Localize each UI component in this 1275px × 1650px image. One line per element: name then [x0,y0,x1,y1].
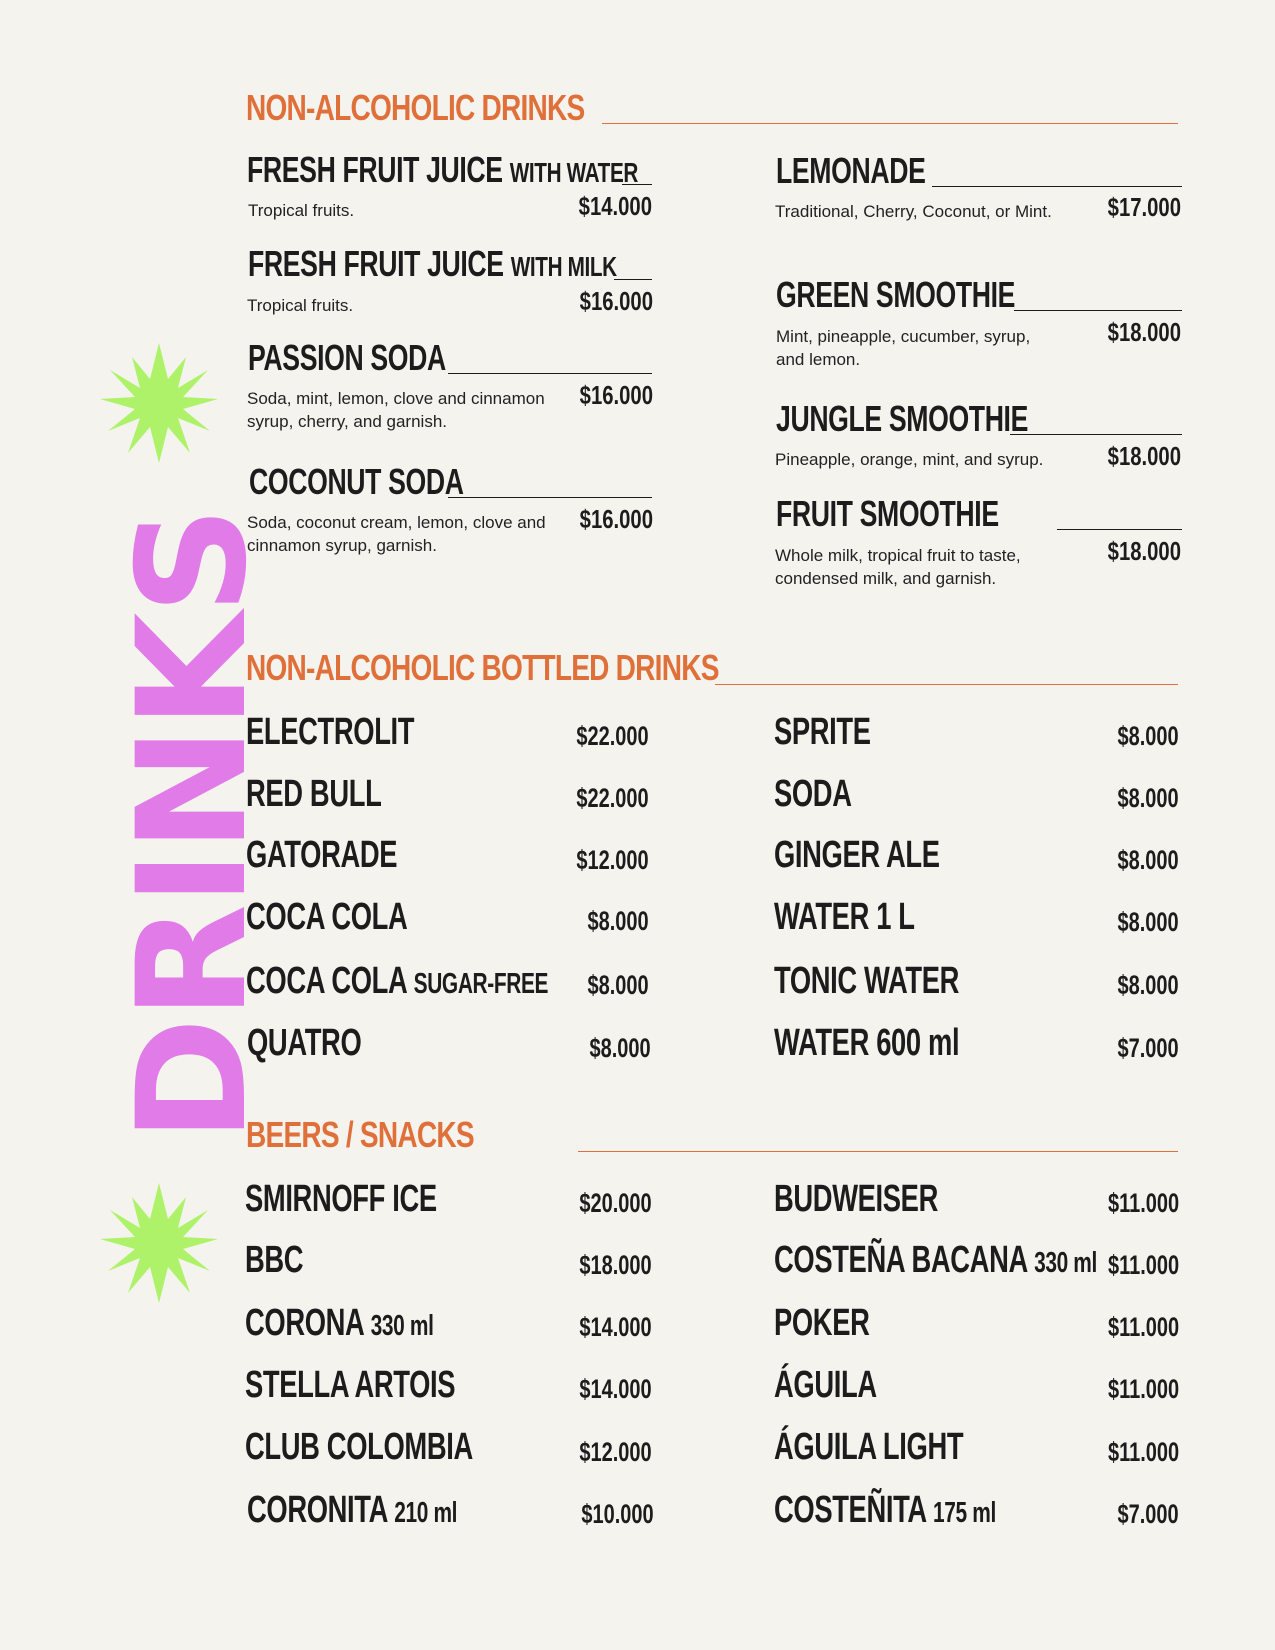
item-price: $8.000 [1117,721,1179,751]
item-name: GREEN SMOOTHIE [776,274,1016,315]
section-title-bottled: NON-ALCOHOLIC BOTTLED DRINKS [246,647,719,688]
item-name: ELECTROLIT [246,711,415,753]
item-price: $11.000 [1107,1312,1179,1342]
item-name: CLUB COLOMBIA [245,1426,473,1468]
leader-line [622,184,652,185]
section-rule [578,1151,1178,1152]
item-description: Mint, pineapple, cucumber, syrup, and lemon. [776,327,1031,369]
item-name: GINGER ALE [774,834,940,876]
item-price: $8.000 [587,906,649,936]
item-description: Whole milk, tropical fruit to taste, condensed milk, and garnish. [775,546,1021,588]
item-price: $8.000 [587,970,649,1000]
item-price: $8.000 [1117,845,1179,875]
leader-line [448,497,652,498]
section-title-non-alcoholic: NON-ALCOHOLIC DRINKS [246,87,585,128]
section-rule [602,123,1178,124]
item-description: Soda, mint, lemon, clove and cinnamon syrup, cherry, and garnish. [247,389,545,431]
leader-line [1014,310,1182,311]
item-name: SPRITE [774,711,871,753]
starburst-icon [98,1182,220,1304]
item-name: COCONUT SODA [249,461,464,502]
item-name: LEMONADE [776,150,926,191]
item-description: Soda, coconut cream, lemon, clove and cinnamon syrup, garnish. [247,513,546,555]
leader-line [1057,529,1182,530]
item-description: Tropical fruits. [247,296,354,315]
leader-line [448,373,652,374]
item-name: TONIC WATER [774,960,960,1002]
item-name: BUDWEISER [774,1178,938,1220]
item-price: $12.000 [579,1437,652,1467]
item-name: FRESH FRUIT JUICE WITH MILK [248,243,617,284]
leader-line [614,279,652,280]
item-price: $16.000 [579,380,653,410]
item-name: FRUIT SMOOTHIE [776,493,999,534]
item-name: RED BULL [246,773,382,815]
item-name: SMIRNOFF ICE [245,1178,437,1220]
item-name: QUATRO [247,1022,362,1064]
item-price: $17.000 [1107,192,1181,222]
item-name: COCA COLA SUGAR-FREE [246,960,549,1002]
item-price: $11.000 [1107,1250,1179,1280]
item-name: WATER 1 L [774,896,915,938]
item-name: CORONITA 210 ml [247,1489,458,1531]
leader-line [932,186,1182,187]
item-price: $18.000 [579,1250,652,1280]
item-price: $11.000 [1107,1437,1179,1467]
item-price: $18.000 [1107,536,1181,566]
item-name: STELLA ARTOIS [245,1364,456,1406]
item-description: Tropical fruits. [248,201,355,220]
item-name: PASSION SODA [248,337,446,378]
item-price: $12.000 [576,845,649,875]
item-name: COSTEÑA BACANA 330 ml [774,1239,1097,1281]
item-name: FRESH FRUIT JUICE WITH WATER [247,149,639,190]
item-price: $8.000 [1117,783,1179,813]
starburst-icon [98,342,220,464]
item-name: POKER [774,1302,870,1344]
section-rule [715,684,1178,685]
item-price: $14.000 [579,1374,652,1404]
item-price: $8.000 [1117,907,1179,937]
item-name: ÁGUILA LIGHT [774,1426,964,1468]
item-price: $14.000 [578,191,652,221]
item-price: $22.000 [576,721,649,751]
item-price: $8.000 [589,1033,651,1063]
item-price: $18.000 [1107,441,1181,471]
item-price: $10.000 [581,1499,654,1529]
item-name: SODA [774,773,852,815]
item-price: $8.000 [1117,970,1179,1000]
section-title-beers: BEERS / SNACKS [246,1114,474,1155]
item-description: Traditional, Cherry, Coconut, or Mint. [775,202,1052,221]
item-price: $16.000 [579,286,653,316]
item-name: BBC [245,1239,304,1281]
item-price: $16.000 [579,504,653,534]
side-title-drinks: DRINKS [106,508,280,1142]
item-price: $11.000 [1107,1374,1179,1404]
item-price: $22.000 [576,783,649,813]
item-name: JUNGLE SMOOTHIE [776,398,1028,439]
leader-line [1010,434,1182,435]
item-price: $18.000 [1107,317,1181,347]
item-name: CORONA 330 ml [245,1302,434,1344]
item-price: $7.000 [1117,1499,1179,1529]
item-price: $14.000 [579,1312,652,1342]
item-name: COCA COLA [246,896,408,938]
item-name: ÁGUILA [774,1364,877,1406]
item-name: WATER 600 ml [774,1022,960,1064]
item-price: $20.000 [579,1188,652,1218]
item-price: $11.000 [1107,1188,1179,1218]
item-description: Pineapple, orange, mint, and syrup. [775,450,1044,469]
item-name: GATORADE [246,834,398,876]
item-name: COSTEÑITA 175 ml [774,1489,996,1531]
item-price: $7.000 [1117,1033,1179,1063]
